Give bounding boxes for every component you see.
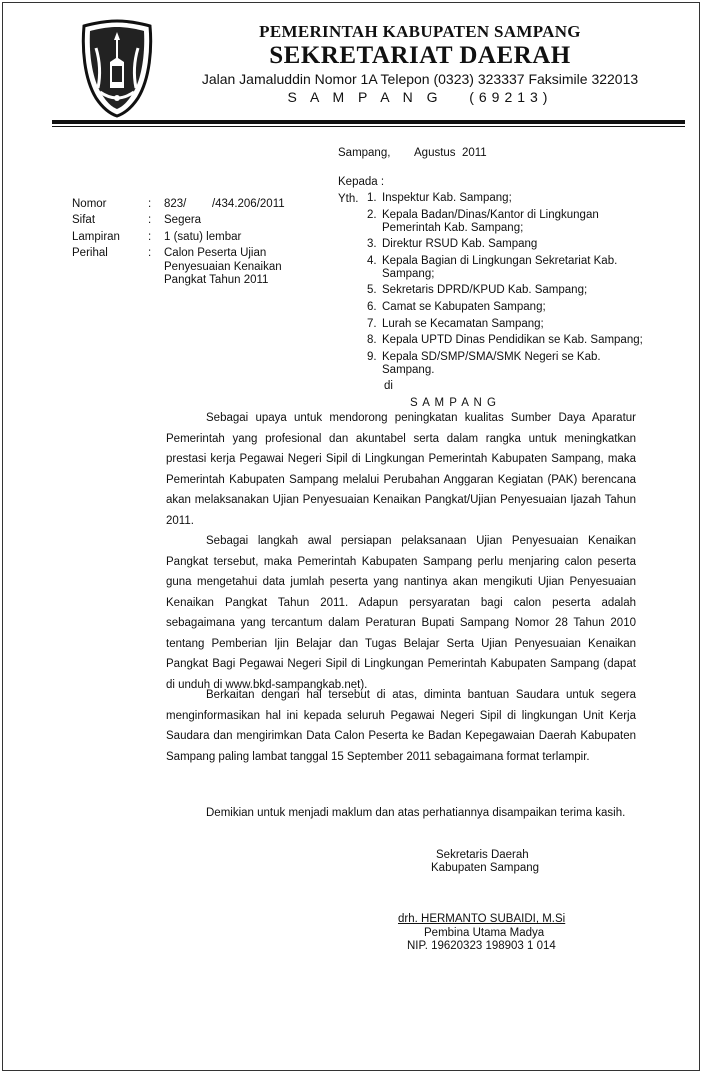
addressee-yth: Yth. (338, 193, 359, 205)
letter-place: Sampang, (338, 147, 391, 159)
addressee-di: di (384, 380, 393, 392)
letterhead-office: SEKRETARIAT DAERAH (269, 42, 571, 69)
letterhead-government: PEMERINTAH KABUPATEN SAMPANG (259, 22, 581, 41)
signatory-nip: NIP. 19620323 198903 1 014 (407, 940, 556, 952)
body-paragraph-3: Berkaitan dengan hal tersebut di atas, diminta bantuan Saudara untuk segera menginformasikan hal ini kepada seluruh Pegawai Negeri Sipil di lingkungan Unit Kerja Saudara dan mengirimkan Data Calon Peserta ke Badan Kepegawaian Daerah Kabupaten Sampang paling lambat tanggal 15 September 2011 sebagaimana format terlampir. (166, 689, 636, 763)
letter-date: Agustus 2011 (414, 147, 487, 159)
letterhead-address: Jalan Jamaluddin Nomor 1A Telepon (0323) 323337 Faksimile 322013 (201, 71, 639, 87)
body-paragraph-1: Sebagai upaya untuk mendorong peningkatan kualitas Sumber Daya Aparatur Pemerintah yang profesional dan akuntabel serta dalam rangka untuk meningkatkan prestasi kerja Pegawai Negeri Sipil di Lingkungan Pemerintah Kabupaten Sampang, maka Pemerintah Kabupaten Sampang melalui Perubahan Anggaran Kegiatan (PAK) berencana akan melaksanakan Ujian Penyesuaian Kenaikan Pangkat/Ujian Penyesuaian Ijazah Tahun 2011. (166, 412, 636, 527)
body-paragraph-2: Sebagai langkah awal persiapan pelaksanaan Ujian Penyesuaian Kenaikan Pangkat tersebut, maka Pemerintah Kabupaten Sampang perlu menjaring calon peserta guna mengetahui data jumlah peserta yang nantinya akan mengikuti Ujian Penyesuaian Kenaikan Pangkat Tahun 2011. Adapun persyaratan bagi calon peserta adalah sebagaimana yang tercantum dalam Peraturan Bupati Sampang Nomor 28 Tahun 2010 tentang Pemberian Ijin Belajar dan Tugas Belajar Serta Ujian Penyesuaian Kenaikan Pangkat Bagi Pegawai Negeri Sipil di Lingkungan Pemerintah Kabupaten Sampang (dapat di unduh di www.bkd-sampangkab.net). (166, 535, 636, 691)
signature-title-2: Kabupaten Sampang (431, 862, 540, 874)
regency-emblem-icon (78, 18, 156, 118)
signatory-name: drh. HERMANTO SUBAIDI, M.Si (398, 913, 566, 925)
letterhead-rule-thin (52, 126, 685, 127)
addressee-kepada: Kepada : (338, 176, 385, 188)
signature-title-1: Sekretaris Daerah (436, 849, 529, 861)
addressee-city: S A M P A N G (410, 397, 497, 409)
closing-sentence: Demikian untuk menjadi maklum dan atas perhatiannya disampaikan terima kasih. (206, 807, 626, 819)
letterhead-city: S A M P A N G (69213) (287, 89, 553, 105)
signatory-rank: Pembina Utama Madya (424, 927, 545, 939)
letterhead-rule-thick (52, 120, 685, 124)
